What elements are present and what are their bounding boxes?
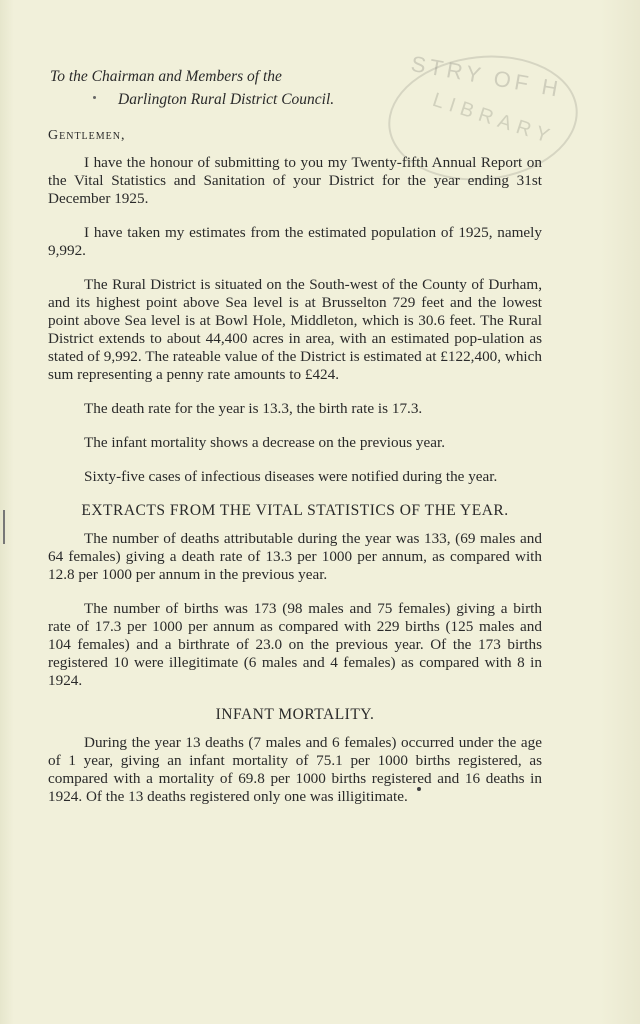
section-heading-vital-statistics: EXTRACTS FROM THE VITAL STATISTICS OF THE YEAR.	[81, 502, 509, 519]
paragraph-population: I have taken my estimates from the estimated population of 1925, namely 9,992.	[48, 224, 542, 259]
paragraph-infant-summary: The infant mortality shows a decrease on the previous year.	[84, 434, 446, 451]
stamp-text-bottom: LIBRARY	[429, 88, 558, 150]
stamp-text-top: STRY OF H	[409, 50, 564, 103]
address-line-2: Darlington Rural District Council.	[118, 91, 335, 108]
paragraph-district: The Rural District is situated on the South-west of the County of Durham, and its highest point above Sea level is at Brusselton 729 feet and the lowest point above Sea level is at Bowl Hole, Middleton, which is 30.6 feet. The Rural District extends to about 44,400 acres in area, with an estimated pop-ulation as stated of 9,992. The rateable value of the District is estimated at £122,400, which sum representing a penny rate amounts to £424.	[48, 276, 542, 383]
report-body	[48, 154, 542, 822]
ink-dot	[417, 787, 421, 791]
address-line-1: To the Chairman and Members of the	[50, 68, 282, 85]
ink-speck	[93, 96, 96, 99]
address-block	[50, 68, 334, 109]
salutation: Gentlemen,	[48, 128, 126, 143]
paragraph-births: The number of births was 173 (98 males and 75 females) giving a birth rate of 17.3 per 1000 per annum as compared with 229 births (125 males and 104 females) and a birthrate of 23.0 on the previous year. Of the 173 births registered 10 were illegitimate (6 males and 4 females) as compared with 8 in 1924.	[48, 600, 542, 689]
paragraph-intro: I have the honour of submitting to you my Twenty-fifth Annual Report on the Vital Statistics and Sanitation of your District for the year ending 31st December 1925.	[48, 154, 542, 207]
paragraph-infectious: Sixty-five cases of infectious diseases were notified during the year.	[84, 468, 498, 485]
paragraph-rates: The death rate for the year is 13.3, the birth rate is 17.3.	[84, 400, 423, 417]
paragraph-infant-mortality: During the year 13 deaths (7 males and 6 females) occurred under the age of 1 year, giving an infant mortality of 75.1 per 1000 births registered, as compared with a mortality of 69.8 per 1000 births registered and 16 deaths in 1924. Of the 13 deaths registered only one was illigitimate.	[48, 734, 542, 805]
margin-mark	[3, 510, 5, 544]
paragraph-deaths: The number of deaths attributable during the year was 133, (69 males and 64 females) giving a death rate of 13.3 per 1000 per annum, as compared with 12.8 per 1000 per annum in the previous year.	[48, 530, 542, 583]
section-heading-infant-mortality: INFANT MORTALITY.	[215, 706, 375, 723]
